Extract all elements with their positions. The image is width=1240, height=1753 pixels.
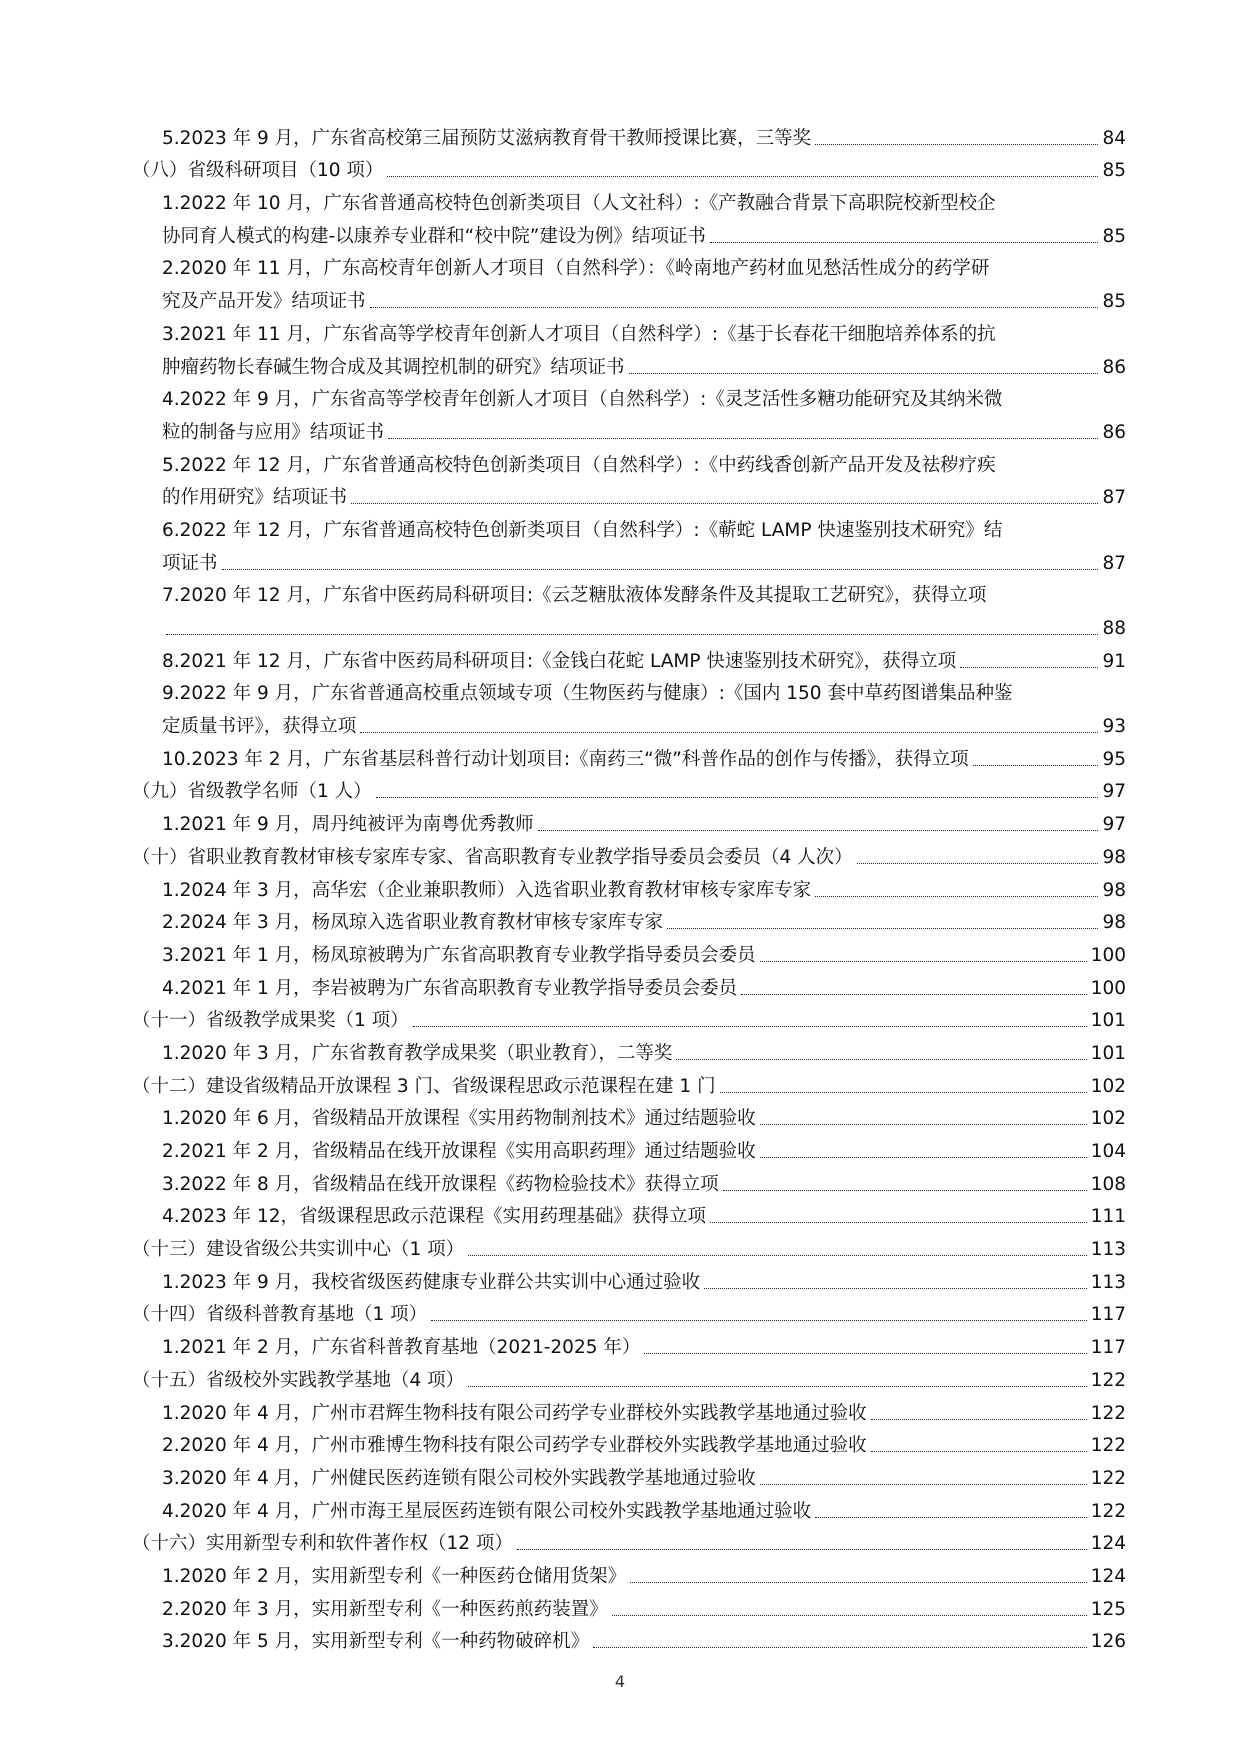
- toc-entry-text: 1.2021 年 9 月，周丹纯被评为南粤优秀教师: [162, 814, 534, 836]
- dot-leader: [760, 1124, 1087, 1125]
- toc-entry: [132, 1327, 1126, 1360]
- dot-leader: [960, 667, 1098, 668]
- toc-entry-text: （十四）省级科普教育基地（1 项）: [132, 1304, 428, 1326]
- toc-page-number: 101: [1090, 1042, 1126, 1064]
- toc-page-number: 85: [1102, 225, 1126, 247]
- toc-section-heading: [132, 1295, 1126, 1328]
- toc-entry: [132, 249, 1126, 282]
- toc-entry: [132, 347, 1126, 380]
- dot-leader: [360, 732, 1098, 733]
- toc-page-number: 86: [1102, 356, 1126, 378]
- toc-page-number: 117: [1090, 1337, 1126, 1359]
- toc-entry: [132, 1164, 1126, 1197]
- toc-page-number: 85: [1102, 160, 1126, 182]
- toc-entry: [132, 1033, 1126, 1066]
- toc-page-number: 98: [1102, 912, 1126, 934]
- toc-entry: [132, 1197, 1126, 1230]
- dot-leader: [871, 1419, 1087, 1420]
- dot-leader: [710, 242, 1099, 243]
- toc-page-number: 97: [1102, 781, 1126, 803]
- toc-entry: [132, 281, 1126, 314]
- dot-leader: [468, 1255, 1087, 1256]
- toc-entry-text: 6.2022 年 12 月，广东省普通高校特色创新类项目（自然科学）:《蕲蛇 LAMP 快速鉴别技术研究》结: [162, 519, 1003, 541]
- toc-entry-text: 粒的制备与应用》结项证书: [162, 421, 385, 443]
- toc-entry: [132, 1589, 1126, 1622]
- dot-leader: [723, 1190, 1087, 1191]
- toc-entry: [132, 1262, 1126, 1295]
- toc-entry-text: 协同育人模式的构建-以康养专业群和“校中院”建设为例》结项证书: [162, 225, 706, 247]
- toc-page-number: 122: [1090, 1467, 1126, 1489]
- dot-leader: [857, 863, 1099, 864]
- toc-entry: [132, 478, 1126, 511]
- toc-entry: [132, 1131, 1126, 1164]
- toc-entry-text: 1.2020 年 4 月，广州市君辉生物科技有限公司药学专业群校外实践教学基地通过验收: [162, 1402, 867, 1424]
- toc-section-heading: [132, 1066, 1126, 1099]
- toc-entry-text: 2.2021 年 2 月，省级精品在线开放课程《实用高职药理》通过结题验收: [162, 1141, 756, 1162]
- toc-entry-text: 7.2020 年 12 月，广东省中医药局科研项目:《云芝糖肽液体发酵条件及其提取工艺研究》，获得立项: [162, 585, 987, 607]
- dot-leader: [760, 1157, 1087, 1158]
- toc-page-number: 126: [1090, 1631, 1126, 1653]
- toc-page-number: 102: [1090, 1075, 1126, 1097]
- toc-page-number: 124: [1090, 1565, 1126, 1587]
- toc-entry-text: 1.2021 年 2 月，广东省科普教育基地（2021-2025 年）: [162, 1337, 641, 1359]
- dot-leader: [370, 307, 1099, 308]
- toc-page-number: 86: [1102, 421, 1126, 443]
- toc-entry: [132, 412, 1126, 445]
- toc-page-number: 95: [1102, 748, 1126, 770]
- toc-entry-text: 3.2020 年 5 月，实用新型专利《一种药物破碎机》: [162, 1631, 590, 1653]
- dot-leader: [760, 1484, 1087, 1485]
- toc-page-number: 122: [1090, 1500, 1126, 1522]
- toc-page-number: 117: [1090, 1304, 1126, 1326]
- toc-section-heading: [132, 1360, 1126, 1393]
- toc-section-heading: [132, 772, 1126, 805]
- dot-leader: [815, 896, 1098, 897]
- toc-page-number: 88: [1102, 618, 1126, 639]
- table-of-contents: [132, 118, 1126, 1654]
- toc-page-number: 122: [1090, 1435, 1126, 1457]
- toc-entry-text: 4.2022 年 9 月，广东省高等学校青年创新人才项目（自然科学）:《灵芝活性多糖功能研究及其纳米微: [162, 389, 1003, 411]
- toc-entry: [132, 968, 1126, 1001]
- toc-entry: [132, 1556, 1126, 1589]
- dot-leader: [704, 1288, 1087, 1289]
- toc-entry: [132, 380, 1126, 413]
- dot-leader: [741, 994, 1087, 995]
- toc-entry-text: 项证书: [162, 552, 218, 574]
- toc-page-number: 91: [1102, 650, 1126, 672]
- dot-leader: [351, 503, 1098, 504]
- toc-entry-text: 肿瘤药物长春碱生物合成及其调控机制的研究》结项证书: [162, 356, 625, 378]
- dot-leader: [815, 1517, 1087, 1518]
- toc-entry: [132, 216, 1126, 249]
- dot-leader: [468, 1386, 1087, 1387]
- toc-entry: [132, 1393, 1126, 1426]
- toc-entry: [132, 118, 1126, 151]
- toc-entry: [132, 935, 1126, 968]
- toc-page-number: 113: [1090, 1271, 1126, 1293]
- toc-page-number: 97: [1102, 814, 1126, 836]
- toc-entry: [132, 510, 1126, 543]
- toc-entry-text: 4.2021 年 1 月，李岩被聘为广东省高职教育专业教学指导委员会委员: [162, 977, 738, 999]
- toc-page-number: 122: [1090, 1402, 1126, 1424]
- toc-entry-text: 1.2020 年 3 月，广东省教育教学成果奖（职业教育），二等奖: [162, 1042, 673, 1064]
- toc-page-number: 113: [1090, 1239, 1126, 1261]
- toc-entry-text: 1.2023 年 9 月，我校省级医药健康专业群公共实训中心通过验收: [162, 1271, 701, 1293]
- dot-leader: [644, 1353, 1086, 1354]
- toc-page-number: 84: [1102, 127, 1126, 149]
- toc-page-number: 101: [1090, 1010, 1126, 1032]
- toc-entry: [132, 804, 1126, 837]
- toc-entry-text: （十二）建设省级精品开放课程 3 门、省级课程思政示范课程在建 1 门: [132, 1075, 716, 1097]
- toc-entry: [132, 1426, 1126, 1459]
- toc-entry-text: 定质量书评》，获得立项: [162, 716, 357, 738]
- toc-entry-text: （十六）实用新型专利和软件著作权（12 项）: [132, 1533, 513, 1555]
- toc-entry: [132, 314, 1126, 347]
- toc-entry: [132, 706, 1126, 739]
- toc-entry-text: 2.2020 年 4 月，广州市雅博生物科技有限公司药学专业群校外实践教学基地通过验收: [162, 1435, 867, 1457]
- toc-entry-text: 10.2023 年 2 月，广东省基层科普行动计划项目:《南药三“微”科普作品的创作与传播》，获得立项: [162, 748, 969, 770]
- toc-page-number: 102: [1090, 1108, 1126, 1130]
- dot-leader: [387, 176, 1098, 177]
- toc-entry-text: 1.2024 年 3 月，高华宏（企业兼职教师）入选省职业教育教材审核专家库专家: [162, 879, 812, 901]
- toc-section-heading: [132, 1524, 1126, 1557]
- dot-leader: [538, 830, 1099, 831]
- toc-entry-text: 的作用研究》结项证书: [162, 487, 348, 509]
- dot-leader: [710, 1222, 1087, 1223]
- toc-entry-text: 2.2024 年 3 月，杨凤琼入选省职业教育教材审核专家库专家: [162, 912, 664, 934]
- toc-entry-text: 9.2022 年 9 月，广东省普通高校重点领域专项（生物医药与健康）:《国内 150 套中草药图谱集品种鉴: [162, 683, 1013, 705]
- toc-page-number: 93: [1102, 716, 1126, 738]
- toc-section-heading: [132, 1001, 1126, 1034]
- toc-entry: [132, 739, 1126, 772]
- toc-page-number: 100: [1090, 977, 1126, 999]
- toc-page-number: 104: [1090, 1141, 1126, 1162]
- dot-leader: [630, 1582, 1087, 1583]
- dot-leader: [517, 1549, 1087, 1550]
- toc-page-number: 108: [1090, 1173, 1126, 1195]
- toc-entry-text: 4.2020 年 4 月，广州市海王星辰医药连锁有限公司校外实践教学基地通过验收: [162, 1500, 812, 1522]
- toc-entry: [132, 445, 1126, 478]
- toc-entry: [132, 543, 1126, 576]
- toc-entry: [132, 1458, 1126, 1491]
- toc-page-number: 87: [1102, 552, 1126, 574]
- toc-entry-text: （十五）省级校外实践教学基地（4 项）: [132, 1369, 465, 1391]
- toc-entry: [132, 1491, 1126, 1524]
- toc-entry-text: 1.2020 年 6 月，省级精品开放课程《实用药物制剂技术》通过结题验收: [162, 1108, 756, 1130]
- toc-entry-text: 5.2023 年 9 月，广东省高校第三届预防艾滋病教育骨干教师授课比赛，三等奖: [162, 127, 812, 149]
- page-number: 4: [614, 1672, 626, 1691]
- dot-leader: [760, 961, 1087, 962]
- toc-entry-text: 4.2023 年 12，省级课程思政示范课程《实用药理基础》获得立项: [162, 1206, 707, 1228]
- dot-leader: [413, 1026, 1087, 1027]
- toc-page-number: 98: [1102, 879, 1126, 901]
- toc-entry: [132, 870, 1126, 903]
- toc-page-number: 124: [1090, 1533, 1126, 1555]
- toc-section-heading: [132, 837, 1126, 870]
- dot-leader: [388, 438, 1098, 439]
- toc-entry-text: 3.2021 年 1 月，杨凤琼被聘为广东省高职教育专业教学指导委员会委员: [162, 944, 756, 966]
- toc-entry-text: 3.2021 年 11 月，广东省高等学校青年创新人才项目（自然科学）:《基于长春花干细胞培养体系的抗: [162, 323, 996, 345]
- toc-entry-text: （十三）建设省级公共实训中心（1 项）: [132, 1239, 465, 1261]
- toc-entry-text: 8.2021 年 12 月，广东省中医药局科研项目:《金钱白花蛇 LAMP 快速鉴别技术研究》，获得立项: [162, 650, 957, 672]
- toc-entry: [132, 641, 1126, 674]
- dot-leader: [629, 373, 1099, 374]
- toc-entry-text: 1.2020 年 2 月，实用新型专利《一种医药仓储用货架》: [162, 1565, 627, 1587]
- toc-entry-text: （九）省级教学名师（1 人）: [132, 781, 372, 803]
- toc-entry: [132, 183, 1126, 216]
- toc-entry-text: （八）省级科研项目（10 项）: [132, 160, 384, 182]
- toc-entry-text: （十一）省级教学成果奖（1 项）: [132, 1010, 409, 1032]
- dot-leader: [166, 634, 1098, 635]
- toc-entry-text: 3.2020 年 4 月，广州健民医药连锁有限公司校外实践教学基地通过验收: [162, 1467, 756, 1489]
- toc-entry: [132, 1099, 1126, 1132]
- toc-entry: [132, 903, 1126, 936]
- toc-entry-text: 2.2020 年 11 月，广东高校青年创新人才项目（自然科学）：《岭南地产药材血见愁活性成分的药学研: [162, 258, 990, 280]
- toc-entry-text: （十）省职业教育教材审核专家库专家、省高职教育专业教学指导委员会委员（4 人次）: [132, 846, 853, 868]
- toc-page-number: 100: [1090, 944, 1126, 966]
- toc-entry-text: 5.2022 年 12 月，广东省普通高校特色创新类项目（自然科学）:《中药线香创新产品开发及祛秽疗疾: [162, 454, 996, 476]
- dot-leader: [222, 569, 1099, 570]
- toc-entry: [132, 1622, 1126, 1655]
- dot-leader: [612, 1615, 1087, 1616]
- toc-entry: [132, 576, 1126, 609]
- dot-leader: [815, 144, 1098, 145]
- dot-leader: [376, 797, 1099, 798]
- dot-leader: [593, 1647, 1087, 1648]
- dot-leader: [667, 928, 1098, 929]
- toc-entry: [132, 674, 1126, 707]
- toc-section-heading: [132, 151, 1126, 184]
- dot-leader: [871, 1451, 1087, 1452]
- toc-page-number: 85: [1102, 291, 1126, 313]
- toc-section-heading: [132, 1229, 1126, 1262]
- toc-entry-text: 究及产品开发》结项证书: [162, 291, 366, 313]
- dot-leader: [720, 1092, 1087, 1093]
- toc-page-number: 87: [1102, 487, 1126, 509]
- dot-leader: [676, 1059, 1086, 1060]
- dot-leader: [973, 765, 1099, 766]
- toc-entry-text: 1.2022 年 10 月，广东省普通高校特色创新类项目（人文社科）:《产教融合背景下高职院校新型校企: [162, 193, 996, 215]
- toc-entry: [132, 608, 1126, 641]
- toc-page-number: 98: [1102, 846, 1126, 868]
- toc-entry-text: 3.2022 年 8 月，省级精品在线开放课程《药物检验技术》获得立项: [162, 1173, 719, 1195]
- toc-entry-text: 2.2020 年 3 月，实用新型专利《一种医药煎药装置》: [162, 1598, 608, 1620]
- dot-leader: [431, 1320, 1087, 1321]
- toc-page-number: 125: [1090, 1598, 1126, 1620]
- toc-page-number: 122: [1090, 1369, 1126, 1391]
- toc-page-number: 111: [1090, 1206, 1126, 1228]
